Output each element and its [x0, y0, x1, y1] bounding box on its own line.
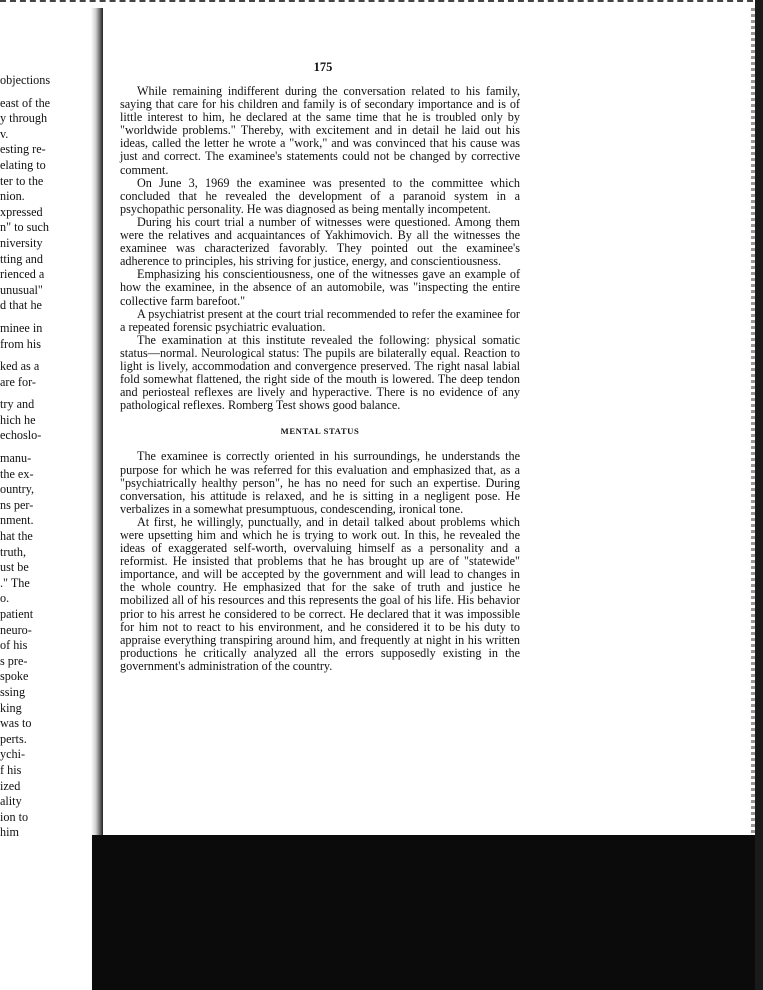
fragment-line: nment. — [0, 513, 34, 528]
fragment-line: ter to the — [0, 173, 44, 188]
paragraph: On June 3, 1969 the examinee was presented to the committee which concluded that he revealed the development of a paranoid system in a psychopathic personality. He was diagnosed as being mentally incompetent. — [120, 175, 520, 216]
fragment-line: ized — [0, 778, 21, 793]
page-body — [120, 85, 520, 673]
fragment-line: king — [0, 700, 22, 715]
facing-page-fragment — [0, 8, 103, 990]
fragment-line: f his — [0, 762, 22, 777]
page-number: 175 — [313, 60, 333, 74]
fragment-line: rienced a — [0, 267, 45, 282]
fragment-line: echoslo- — [0, 428, 42, 443]
paragraph: While remaining indifferent during the conversation related to his family, saying that care for his children and family is of secondary importance and is of little interest to him, he declared at the same time that he is troubled only by "worldwide problems." Thereby, with excitement and in detail he laid out his ideas, called the letter he wrote a "work," and was convinced that his cause was just and correct. The examinee's statements could not be changed by corrective comment. — [120, 84, 520, 177]
paragraph: During his court trial a number of witnesses were questioned. Among them were the relatives and acquaintances of Yakhimovich. By all the witnesses the examinee was characterized favorably. They pointed out the examinee's adherence to principles, his striving for justice, energy, and conscientiousness. — [120, 214, 520, 269]
scan-right-edge — [755, 0, 763, 990]
fragment-line: ." The — [0, 575, 30, 590]
fragment-line: unusual" — [0, 282, 43, 297]
fragment-line: east of the — [0, 95, 51, 110]
fragment-line: n" to such — [0, 220, 49, 235]
fragment-line: the ex- — [0, 466, 34, 481]
fragment-line: y through — [0, 111, 48, 126]
paragraph: At first, he willingly, punctually, and in detail talked about problems which were upsetting him and which he is trying to work out. In this, he revealed the ideas of exaggerated self-worth, overvaluing himself as a personality and a reformist. He insisted that problems that he has brought up are of "statewide" importance, and will be accepted by the government and will lead to changes in the whole country. He emphasized that for the sake of truth and justice he mobilized all of his resources and this represents the goal of his life. His behavior prior to his arrest he considered to be correct. He declared that it was impossible for him not to react to his environment, and he considered it to be his duty to appraise everything transpiring around him, and frequently at night in his written productions he critically analyzed all the errors supposedly existing in the government's administration of the country. — [120, 514, 520, 673]
fragment-line: of his — [0, 638, 28, 653]
body-paragraphs-after-heading — [120, 450, 520, 673]
fragment-line: esting re- — [0, 142, 46, 157]
fragment-line: ountry, — [0, 482, 35, 497]
fragment-line: truth, — [0, 544, 27, 559]
scan-top-edge — [0, 0, 763, 6]
fragment-line: ion to — [0, 809, 29, 824]
fragment-line: elating to — [0, 157, 46, 172]
fragment-line: ssing — [0, 684, 26, 699]
fragment-line: s pre- — [0, 653, 28, 668]
paragraph: A psychiatrist present at the court trial recommended to refer the examinee for a repeated forensic psychiatric evaluation. — [120, 306, 520, 334]
fragment-line: from his — [0, 336, 41, 351]
paragraph: Emphasizing his conscientiousness, one of the witnesses gave an example of how the examinee, in the absence of an automobile, was "inspecting the entire collective farm barefoot." — [120, 267, 520, 308]
fragment-line: ked as a — [0, 359, 40, 374]
facing-page-text — [0, 73, 92, 841]
fragment-line: v. — [0, 126, 9, 141]
fragment-line — [0, 89, 92, 96]
fragment-line: ychi- — [0, 747, 26, 762]
fragment-line: minee in — [0, 320, 43, 335]
fragment-line: spoke — [0, 669, 29, 684]
fragment-line: patient — [0, 607, 34, 621]
fragment-line — [0, 444, 92, 451]
paragraph: The examination at this institute revealed the following: physical somatic status—normal. Neurological status: The pupils are bilaterally equal. Reaction to light is lively, accommodation and convergence preserved. The right nasal labial fold somewhat flattened, the right side of the mouth is lowered. The deep tendon and periosteal reflexes are lively and hyperactive. There is no evidence of any pathological reflexes. Romberg Test shows good balance. — [120, 332, 520, 413]
fragment-line: ns per- — [0, 497, 34, 512]
fragment-line: him — [0, 825, 19, 840]
fragment-line: ust be — [0, 560, 29, 575]
fragment-line: tting and — [0, 251, 43, 266]
fragment-line — [0, 314, 92, 321]
fragment-line: are for- — [0, 374, 36, 389]
document-page — [103, 8, 755, 834]
fragment-line: hich he — [0, 412, 36, 427]
fragment-line: was to — [0, 716, 32, 731]
fragment-line: d that he — [0, 298, 42, 313]
fragment-line: manu- — [0, 451, 32, 466]
section-heading: MENTAL STATUS — [280, 426, 360, 437]
fragment-line: hat the — [0, 529, 33, 544]
scan-background — [92, 835, 763, 990]
fragment-line: nion. — [0, 189, 25, 204]
fragment-line: neuro- — [0, 622, 32, 637]
fragment-line: perts. — [0, 731, 27, 746]
paragraph: The examinee is correctly oriented in his surroundings, he understands the purpose for which he was referred for this evaluation and emphasized that, as a "psychiatrically healthy person", he has no need for such an expertise. During conversation, his attitude is relaxed, and he is sitting in a negligent pose. He verbalizes in a somewhat presumptuous, condescending, ironical tone. — [120, 449, 520, 516]
fragment-line: objections — [0, 73, 51, 87]
fragment-line — [0, 390, 92, 397]
fragment-line: try and — [0, 397, 35, 412]
fragment-line: ality — [0, 794, 22, 809]
body-paragraphs-before-heading — [120, 85, 520, 412]
fragment-line: niversity — [0, 235, 43, 250]
fragment-line: xpressed — [0, 204, 43, 219]
fragment-line: o. — [0, 591, 10, 606]
fragment-line — [0, 352, 92, 359]
